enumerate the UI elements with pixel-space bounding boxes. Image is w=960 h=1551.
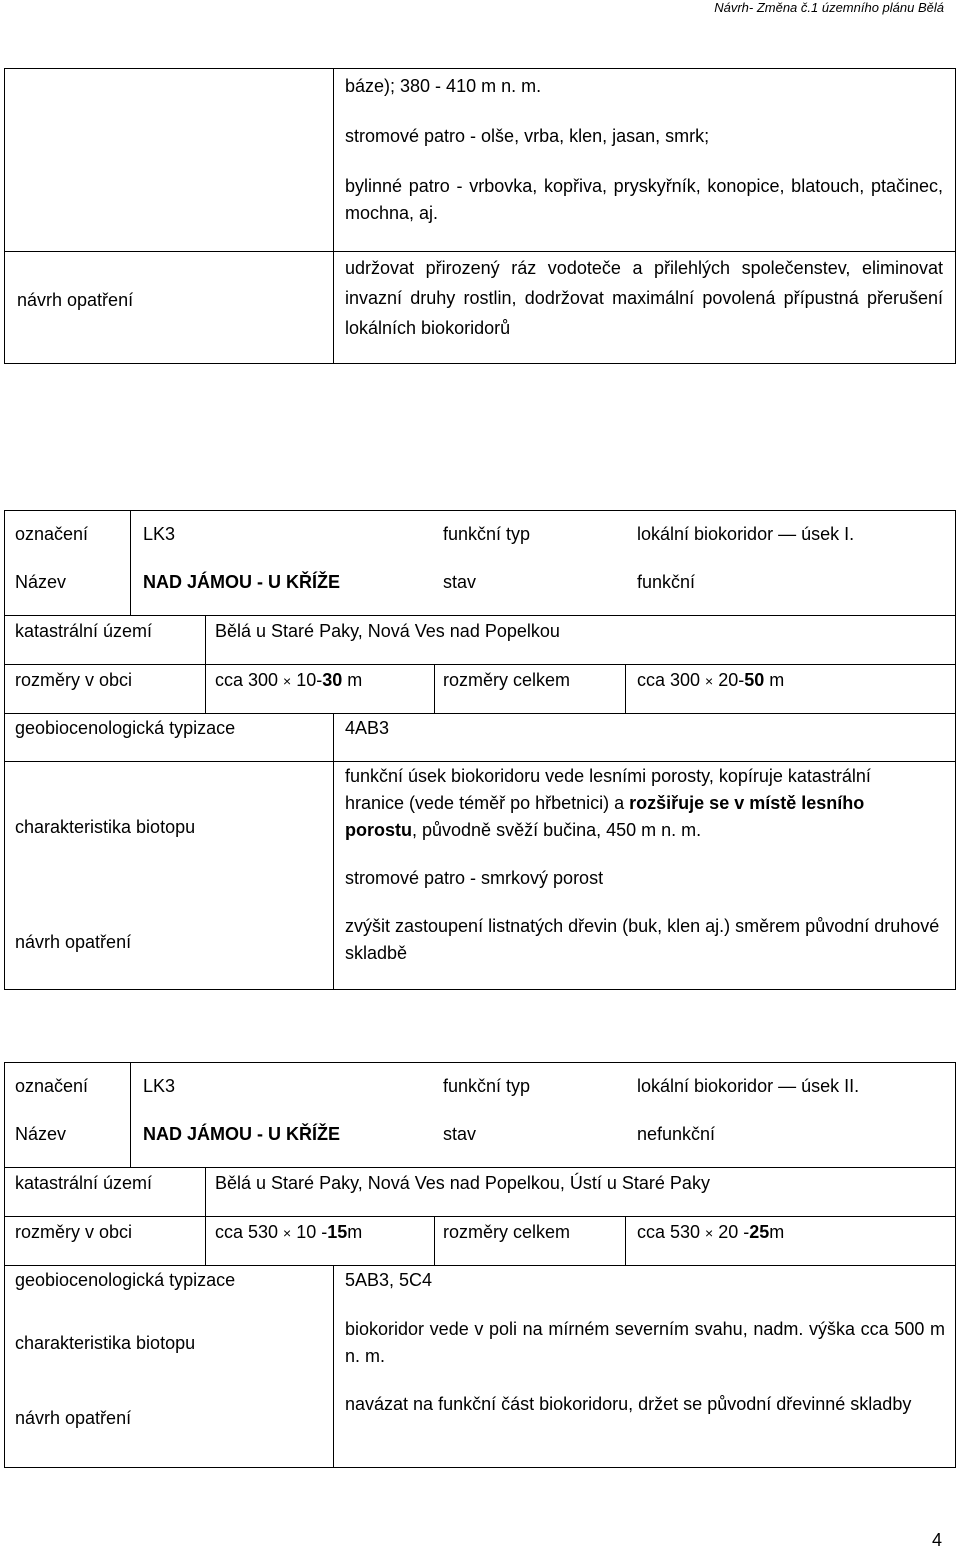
geo-typizace-label: geobiocenologická typizace	[15, 718, 236, 738]
top-table	[4, 68, 956, 364]
oznaceni-label: označení	[15, 524, 89, 544]
rozmery-v-obci-value: cca 530 × 10 -15m	[215, 1222, 363, 1242]
tree-layer-text: stromové patro - olše, vrba, klen, jasan, smrk;	[345, 126, 710, 146]
oznaceni-value: LK3	[143, 524, 176, 544]
measure-text: navázat na funkční část biokoridoru, držet se původní dřevinné skladby	[345, 1394, 912, 1414]
rozmery-v-obci-label: rozměry v obci	[15, 670, 133, 690]
measure-label: návrh opatření	[17, 290, 134, 310]
page-number: 4	[931, 1530, 942, 1550]
katastralni-label: katastrální území	[15, 1173, 153, 1193]
charakteristika-text: funkční úsek biokoridoru vede lesními porosty, kopíruje katastrální hranice (vede téměř po hřbetnici) a rozšiřuje se v místě lesního porostu, původně svěží bučina, 450 m n. m.	[345, 766, 871, 840]
continuation-text: báze); 380 - 410 m n. m.	[345, 76, 542, 96]
katastralni-label: katastrální území	[15, 621, 153, 641]
nazev-value: NAD JÁMOU - U KŘÍŽE	[143, 572, 340, 592]
stav-label: stav	[443, 572, 477, 592]
charakteristika-label: charakteristika biotopu	[15, 1333, 196, 1353]
times-icon: ×	[705, 673, 714, 689]
times-icon: ×	[283, 673, 292, 689]
stav-value: nefunkční	[637, 1124, 716, 1144]
katastralni-value: Bělá u Staré Paky, Nová Ves nad Popelkou	[215, 621, 560, 641]
measure-label: návrh opatření	[15, 1408, 132, 1428]
measure-label: návrh opatření	[15, 932, 132, 952]
funkcni-typ-value: lokální biokoridor — úsek I.	[637, 524, 855, 544]
times-icon: ×	[705, 1225, 714, 1241]
charakteristika-label: charakteristika biotopu	[15, 817, 196, 837]
page-header: Návrh- Změna č.1 územního plánu Bělá	[714, 0, 944, 15]
geo-typizace-value: 5AB3, 5C4	[345, 1270, 433, 1290]
funkcni-typ-label: funkční typ	[443, 524, 531, 544]
times-icon: ×	[283, 1225, 292, 1241]
herb-layer-text: bylinné patro - vrbovka, kopřiva, pryskyřník, konopice, blatouch, ptačinec, mochna, aj.	[345, 176, 943, 223]
geo-typizace-value: 4AB3	[345, 718, 390, 738]
rozmery-v-obci-label: rozměry v obci	[15, 1222, 133, 1242]
block-lk3-section-1	[4, 510, 956, 990]
funkcni-typ-label: funkční typ	[443, 1076, 531, 1096]
oznaceni-label: označení	[15, 1076, 89, 1096]
oznaceni-value: LK3	[143, 1076, 176, 1096]
measure-text: udržovat přirozený ráz vodoteče a přilehlých společenstev, eliminovat invazní druhy rostlin, dodržovat maximální povolená přípustná přerušení lokálních biokoridorů	[345, 258, 943, 338]
charakteristika-text-2: stromové patro - smrkový porost	[345, 868, 604, 888]
rozmery-v-obci-value: cca 300 × 10-30 m	[215, 670, 363, 690]
funkcni-typ-value: lokální biokoridor — úsek II.	[637, 1076, 860, 1096]
stav-value: funkční	[637, 572, 696, 592]
katastralni-value: Bělá u Staré Paky, Nová Ves nad Popelkou, Ústí u Staré Paky	[215, 1173, 710, 1193]
nazev-label: Název	[15, 572, 67, 592]
nazev-label: Název	[15, 1124, 67, 1144]
block-lk3-section-2	[4, 1062, 956, 1468]
rozmery-celkem-value: cca 300 × 20-50 m	[637, 670, 785, 690]
rozmery-celkem-label: rozměry celkem	[443, 670, 571, 690]
nazev-value: NAD JÁMOU - U KŘÍŽE	[143, 1124, 340, 1144]
charakteristika-text: biokoridor vede v poli na mírném severním svahu, nadm. výška cca 500 m n. m.	[345, 1319, 945, 1366]
geo-typizace-label: geobiocenologická typizace	[15, 1270, 236, 1290]
rozmery-celkem-value: cca 530 × 20 -25m	[637, 1222, 785, 1242]
measure-text: zvýšit zastoupení listnatých dřevin (buk, klen aj.) směrem původní druhové skladbě	[345, 916, 940, 963]
rozmery-celkem-label: rozměry celkem	[443, 1222, 571, 1242]
stav-label: stav	[443, 1124, 477, 1144]
